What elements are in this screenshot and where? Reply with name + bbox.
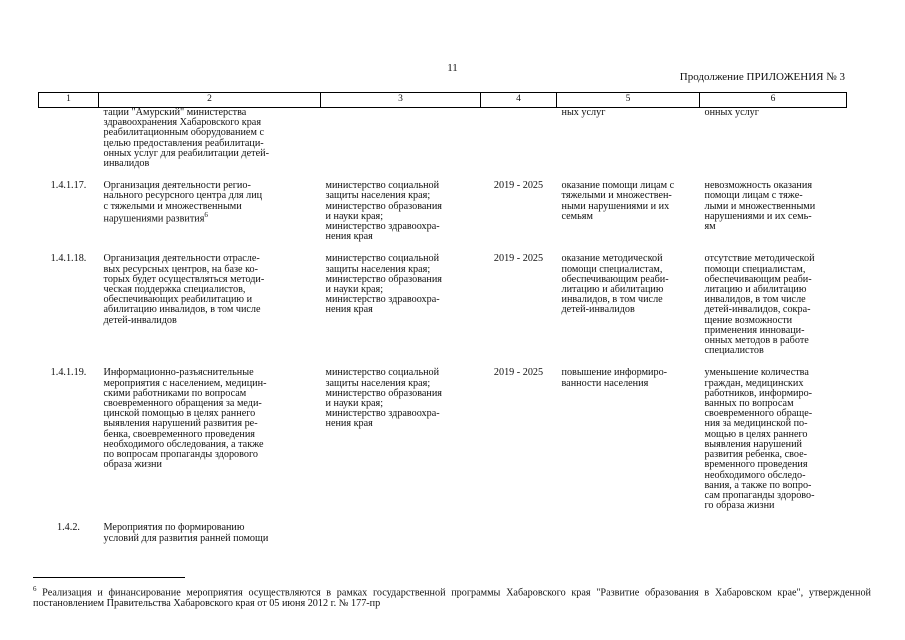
footnote-divider [33,577,185,578]
continuation-row [39,108,847,180]
years-text: 2019 - 2025 [493,367,544,379]
page-number: 11 [447,62,458,74]
measure-text: Мероприятия по формированию условий для развития ранней помощи [103,522,269,544]
row-number: 1.4.2. [57,522,80,534]
column-number: 3 [321,93,481,108]
table-row [39,521,847,553]
consequence-text: онных услуг [704,107,759,118]
footnote-reference: 6 [204,210,208,219]
continuation-title: Продолжение ПРИЛОЖЕНИЯ № 3 [679,71,845,83]
measure-text: тации "Амурский" министерства здравоохранения Хабаровского края реабилитационным оборудованием с целью предоставления реабилитаци- онных услуг для реабилитации детей- инвалидов [103,107,269,170]
measure-text: Организация деятельности отрасле- вых ресурсных центров, на базе ко- торых будет осуществляться методи- ческая поддержка специалистов, обеспечивающих реабилитацию и абилитацию инвалидов, в том числе детей-инвалидов [103,253,265,326]
footnote-mark: 6 [33,585,37,593]
measure-text [104,181,316,224]
consequence-text: невозможность оказания помощи лицам с тяже- лыми и множественными нарушениями и их семь- ям [704,180,816,233]
row-number: 1.4.1.17. [50,180,87,192]
measure-text: Информационно-разъяснительные мероприятия с населением, медицин- скими работниками по вопросам своевременного обращения за меди- цинской помощью в целях раннего выявления нарушений развития ре- бенка, своевременного проведения необходимого обследования, а также по вопросам пропаганды здорового образа жизни [103,367,267,471]
executor-text: министерство социальной защиты населения края; министерство образования и науки края; министерство здравоохра- нения края [325,253,442,316]
table-row [39,366,847,521]
executor-text: министерство социальной защиты населения края; министерство образования и науки края; министерство здравоохра- нения края [325,180,442,243]
years-text [481,521,557,553]
result-text: оказание помощи лицам с тяжелыми и множествен- ными нарушениями и их семьям [561,180,675,222]
column-number: 2 [99,93,321,108]
column-number: 1 [39,93,99,108]
result-text: ных услуг [561,107,606,118]
table-row [39,252,847,366]
consequence-text: отсутствие методической помощи специалистам, обеспечивающим реаби- литацию и абилитацию инвалидов, в том числе детей-инвалидов, сокра- щение возможности применения инноваци- онных методов в работе специалистов [704,253,815,357]
column-number: 6 [700,93,847,108]
row-number: 1.4.1.18. [50,253,87,265]
measures-table [38,92,847,554]
consequence-text: уменьшение количества граждан, медицинских работников, информиро- ванных по вопросам своевременного обраще- ния за медицинской по- мощью в целях раннего выявления нарушений развития ребенка, свое- временного проведения необходимого обследо- вания, а также по вопро- сам пропаганды здорово- го образа жизни [704,367,815,512]
result-text: повышение информиро- ванности населения [561,367,668,389]
measure-name: Организация деятельности регио- нального ресурсного центра для лиц с тяжелыми и множественными нарушениями развития [103,180,263,225]
years-text: 2019 - 2025 [493,180,544,192]
row-number: 1.4.1.19. [50,367,87,379]
table-row [39,179,847,252]
column-number-row [39,93,847,108]
years-text: 2019 - 2025 [493,253,544,265]
footnote-text: Реализация и финансирование мероприятия осуществляются в рамках государственной программы Хабаровского края "Развитие образования в Хабаровском крае", утвержденной постановлением Правительства Хабаровского края от 05 июня 2012 г. № 177-пр [33,587,871,610]
executor-text: министерство социальной защиты населения края; министерство образования и науки края; министерство здравоохра- нения края [325,367,442,430]
footnote [33,586,871,610]
column-number: 5 [557,93,700,108]
result-text: оказание методической помощи специалистам, обеспечивающим реаби- литацию и абилитацию инвалидов, в том числе детей-инвалидов [561,253,669,316]
column-number: 4 [481,93,557,108]
